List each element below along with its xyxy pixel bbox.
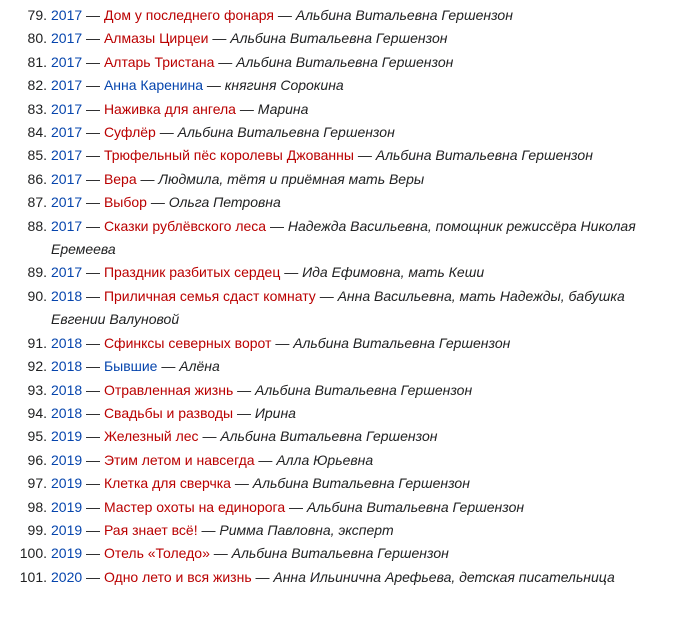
separator-dash: — — [237, 381, 252, 398]
list-item — [0, 425, 677, 448]
list-item — [0, 4, 677, 27]
separator-dash: — — [319, 287, 334, 304]
film-title-link[interactable]: Бывшие — [103, 358, 158, 375]
separator-dash: — — [86, 124, 101, 141]
separator-dash: — — [206, 77, 221, 94]
list-item — [0, 402, 677, 425]
year-link[interactable]: 2019 — [51, 428, 83, 445]
list-item — [0, 449, 677, 472]
list-item-number: 92. — [27, 358, 47, 375]
role-text: Надежда Васильевна, помощник режиссёра Николая Еремеева — [51, 217, 636, 258]
film-title-link[interactable]: Выбор — [103, 194, 147, 211]
year-link[interactable]: 2019 — [51, 498, 83, 515]
list-item — [0, 168, 677, 191]
separator-dash: — — [140, 170, 155, 187]
list-item — [0, 98, 677, 121]
separator-dash: — — [86, 264, 101, 281]
list-item-number: 90. — [27, 287, 47, 304]
separator-dash: — — [86, 77, 101, 94]
separator-dash: — — [201, 521, 216, 538]
year-link[interactable]: 2020 — [51, 568, 83, 585]
list-item — [0, 121, 677, 144]
list-item — [0, 215, 677, 262]
year-link[interactable]: 2017 — [51, 124, 83, 141]
separator-dash: — — [86, 404, 101, 421]
list-item-number: 96. — [27, 451, 47, 468]
separator-dash: — — [212, 30, 227, 47]
role-text: Ирина — [254, 404, 296, 421]
separator-dash: — — [239, 100, 254, 117]
year-link[interactable]: 2018 — [51, 287, 83, 304]
separator-dash: — — [86, 147, 101, 164]
list-item — [0, 519, 677, 542]
role-text: Альбина Витальевна Гершензон — [236, 53, 454, 70]
year-link[interactable]: 2019 — [51, 521, 83, 538]
list-item — [0, 379, 677, 402]
separator-dash: — — [213, 545, 228, 562]
list-item — [0, 566, 677, 589]
year-link[interactable]: 2018 — [51, 358, 83, 375]
list-item-number: 91. — [27, 334, 47, 351]
list-item — [0, 27, 677, 50]
list-item — [0, 261, 677, 284]
film-title-link[interactable]: Приличная семья сдаст комнату — [103, 287, 316, 304]
separator-dash: — — [150, 194, 165, 211]
separator-dash: — — [159, 124, 174, 141]
film-title-link[interactable]: Железный лес — [103, 428, 199, 445]
separator-dash: — — [255, 568, 270, 585]
year-link[interactable]: 2017 — [51, 77, 83, 94]
role-text: Алла Юрьевна — [276, 451, 374, 468]
separator-dash: — — [86, 30, 101, 47]
role-text: Альбина Витальевна Гершензон — [295, 7, 513, 23]
year-link[interactable]: 2017 — [51, 100, 83, 117]
list-item-number: 82. — [27, 77, 47, 94]
list-item — [0, 332, 677, 355]
role-text: Альбина Витальевна Гершензон — [306, 498, 525, 515]
separator-dash: — — [86, 53, 101, 70]
separator-dash: — — [86, 287, 101, 304]
list-item-number: 85. — [27, 147, 47, 164]
list-item — [0, 191, 677, 214]
list-item-number: 95. — [27, 428, 47, 445]
film-title-link[interactable]: Мастер охоты на единорога — [103, 498, 286, 515]
list-item — [0, 542, 677, 565]
list-item-number: 99. — [27, 521, 47, 538]
role-text: Альбина Витальевна Гершензон — [220, 428, 438, 445]
film-title-link[interactable]: Алмазы Цирцеи — [103, 30, 209, 47]
list-item — [0, 74, 677, 97]
list-item-number: 94. — [27, 404, 47, 421]
separator-dash: — — [86, 498, 101, 515]
film-title-link[interactable]: Клетка для сверчка — [103, 475, 231, 492]
list-item — [0, 472, 677, 495]
role-text: Альбина Витальевна Гершензон — [293, 334, 511, 351]
film-title-link[interactable]: Свадьбы и разводы — [103, 404, 234, 421]
year-link[interactable]: 2017 — [51, 7, 83, 23]
list-item-number: 79. — [27, 7, 47, 23]
film-title-link[interactable]: Этим летом и навсегда — [103, 451, 255, 468]
role-text: княгиня Сорокина — [224, 77, 344, 94]
role-text: Альбина Витальевна Гершензон — [230, 30, 448, 47]
year-link[interactable]: 2018 — [51, 334, 83, 351]
separator-dash: — — [234, 475, 249, 492]
role-text: Людмила, тётя и приёмная мать Веры — [158, 170, 425, 187]
separator-dash: — — [284, 264, 299, 281]
separator-dash: — — [258, 451, 273, 468]
list-item-number: 84. — [27, 124, 47, 141]
separator-dash: — — [86, 100, 101, 117]
role-text: Альбина Витальевна Гершензон — [252, 475, 470, 492]
separator-dash: — — [86, 381, 101, 398]
separator-dash: — — [86, 451, 101, 468]
year-link[interactable]: 2017 — [51, 264, 83, 281]
year-link[interactable]: 2017 — [51, 170, 83, 187]
year-link[interactable]: 2017 — [51, 217, 83, 234]
list-item-number: 89. — [27, 264, 47, 281]
list-item — [0, 285, 677, 332]
film-title-link[interactable]: Сфинксы северных ворот — [103, 334, 272, 351]
separator-dash: — — [289, 498, 304, 515]
film-title-link[interactable]: Трюфельный пёс королевы Джованны — [103, 147, 354, 164]
role-text: Алёна — [179, 358, 220, 375]
separator-dash: — — [86, 170, 101, 187]
list-item-number: 101. — [19, 568, 47, 585]
film-title-link[interactable]: Дом у последнего фонаря — [103, 7, 274, 23]
role-text: Римма Павловна, эксперт — [219, 521, 394, 538]
film-title-link[interactable]: Наживка для ангела — [103, 100, 236, 117]
list-item-number: 93. — [27, 381, 47, 398]
list-item-number: 97. — [27, 475, 47, 492]
year-link[interactable]: 2017 — [51, 53, 83, 70]
list-item-number: 98. — [27, 498, 47, 515]
role-text: Альбина Витальевна Гершензон — [231, 545, 449, 562]
film-title-link[interactable]: Анна Каренина — [103, 77, 203, 94]
role-text: Альбина Витальевна Гершензон — [375, 147, 593, 164]
film-title-link[interactable]: Вера — [103, 170, 137, 187]
year-link[interactable]: 2018 — [51, 404, 83, 421]
film-title-link[interactable]: Отравленная жизнь — [103, 381, 234, 398]
separator-dash: — — [86, 358, 101, 375]
list-item-number: 80. — [27, 30, 47, 47]
role-text: Анна Ильинична Арефьева, детская писательница — [273, 568, 615, 585]
film-title-link[interactable]: Суфлёр — [103, 124, 156, 141]
role-text: Анна Васильевна, мать Надежды, бабушка Евгении Валуновой — [51, 287, 625, 328]
role-text: Ольга Петровна — [168, 194, 281, 211]
separator-dash: — — [275, 334, 290, 351]
list-item-number: 100. — [19, 545, 47, 562]
separator-dash: — — [269, 217, 284, 234]
separator-dash: — — [86, 428, 101, 445]
year-link[interactable]: 2018 — [51, 381, 83, 398]
year-link[interactable]: 2017 — [51, 147, 83, 164]
role-text: Марина — [257, 100, 309, 117]
year-link[interactable]: 2019 — [51, 451, 83, 468]
list-item — [0, 355, 677, 378]
separator-dash: — — [86, 475, 101, 492]
list-item — [0, 144, 677, 167]
film-title-link[interactable]: Рая знает всё! — [103, 521, 198, 538]
role-text: Альбина Витальевна Гершензон — [255, 381, 473, 398]
separator-dash: — — [86, 521, 101, 538]
list-item-number: 88. — [27, 217, 47, 234]
separator-dash: — — [86, 217, 101, 234]
film-title-link[interactable]: Алтарь Тристана — [103, 53, 215, 70]
film-title-link[interactable]: Сказки рублёвского леса — [103, 217, 267, 234]
list-item-number: 86. — [27, 170, 47, 187]
separator-dash: — — [202, 428, 217, 445]
year-link[interactable]: 2017 — [51, 194, 83, 211]
film-title-link[interactable]: Отель «Толедо» — [103, 545, 210, 562]
separator-dash: — — [161, 358, 176, 375]
separator-dash: — — [86, 7, 101, 23]
separator-dash: — — [357, 147, 372, 164]
separator-dash: — — [86, 568, 101, 585]
separator-dash: — — [236, 404, 251, 421]
separator-dash: — — [86, 194, 101, 211]
year-link[interactable]: 2019 — [51, 545, 83, 562]
separator-dash: — — [277, 7, 292, 23]
role-text: Ида Ефимовна, мать Кеши — [302, 264, 485, 281]
separator-dash: — — [86, 545, 101, 562]
list-item-number: 83. — [27, 100, 47, 117]
list-item-number: 81. — [27, 53, 47, 70]
film-title-link[interactable]: Одно лето и вся жизнь — [103, 568, 252, 585]
list-item — [0, 496, 677, 519]
separator-dash: — — [218, 53, 233, 70]
year-link[interactable]: 2017 — [51, 30, 83, 47]
year-link[interactable]: 2019 — [51, 475, 83, 492]
list-item — [0, 51, 677, 74]
separator-dash: — — [86, 334, 101, 351]
film-title-link[interactable]: Праздник разбитых сердец — [103, 264, 281, 281]
list-item-number: 87. — [27, 194, 47, 211]
role-text: Альбина Витальевна Гершензон — [177, 124, 395, 141]
